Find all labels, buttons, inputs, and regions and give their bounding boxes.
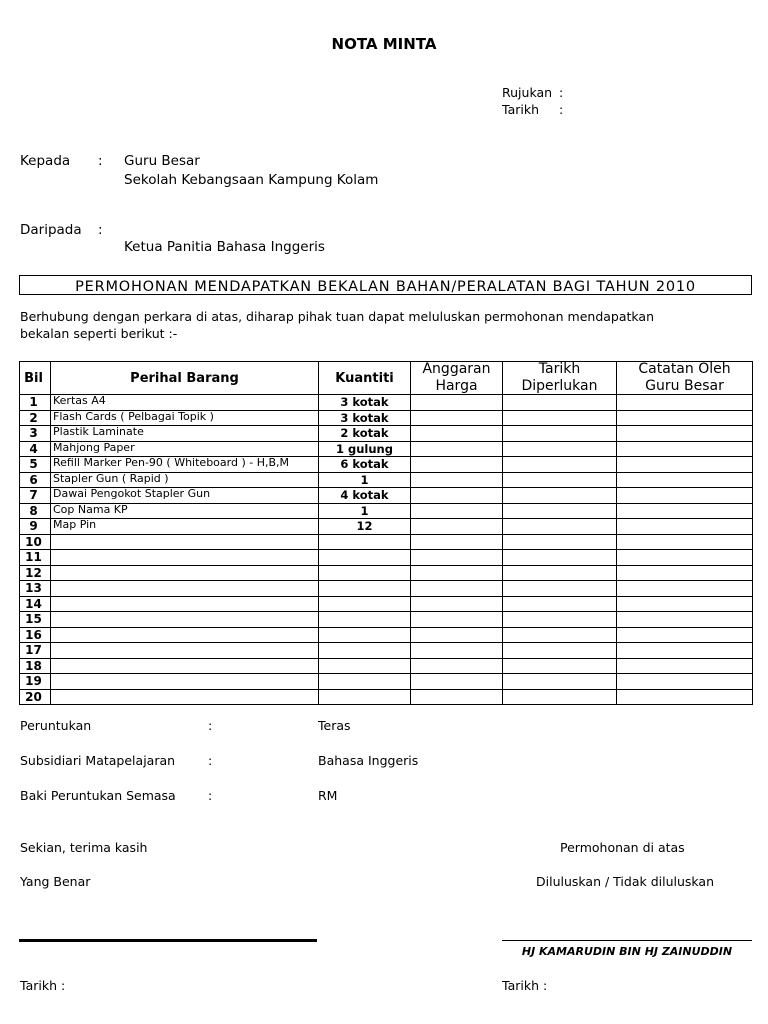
anggaran-cell	[411, 442, 503, 458]
sender-line-1: Ketua Panitia Bahasa Inggeris	[124, 239, 325, 255]
kuantiti-cell: 2 kotak	[319, 426, 411, 442]
tarikh-cell	[503, 504, 617, 520]
header-tarikh	[503, 362, 617, 395]
perihal-cell	[51, 535, 319, 551]
catatan-cell	[617, 519, 753, 535]
bil-cell: 1	[20, 395, 51, 411]
header-anggaran	[411, 362, 503, 395]
allocation-separator-1: :	[208, 718, 213, 733]
anggaran-cell	[411, 628, 503, 644]
bil-cell: 15	[20, 612, 51, 628]
tarikh-cell	[503, 535, 617, 551]
perihal-cell	[51, 550, 319, 566]
catatan-cell	[617, 566, 753, 582]
catatan-cell	[617, 442, 753, 458]
kepada-separator: :	[98, 153, 103, 169]
anggaran-cell	[411, 612, 503, 628]
anggaran-cell	[411, 550, 503, 566]
header-anggaran-line-2: Harga	[435, 378, 478, 394]
anggaran-cell	[411, 395, 503, 411]
perihal-cell	[51, 597, 319, 613]
tarikh-cell	[503, 643, 617, 659]
perihal-cell	[51, 628, 319, 644]
perihal-cell: Refill Marker Pen-90 ( Whiteboard ) - H,B,M	[51, 457, 319, 473]
applicant-date-label: Tarikh :	[20, 978, 66, 993]
kuantiti-cell	[319, 550, 411, 566]
header-perihal	[51, 362, 319, 395]
allocation-separator-2: :	[208, 753, 213, 768]
approver-signature-line	[502, 940, 752, 941]
header-tarikh-line-1: Tarikh	[538, 361, 581, 377]
header-kuantiti-label: Kuantiti	[335, 370, 394, 386]
perihal-cell: Dawai Pengokot Stapler Gun	[51, 488, 319, 504]
bil-cell: 7	[20, 488, 51, 504]
daripada-separator: :	[98, 222, 103, 238]
tarikh-cell	[503, 690, 617, 706]
kuantiti-cell	[319, 566, 411, 582]
tarikh-cell	[503, 628, 617, 644]
perihal-cell	[51, 659, 319, 675]
perihal-cell	[51, 581, 319, 597]
perihal-cell	[51, 566, 319, 582]
kuantiti-cell	[319, 581, 411, 597]
header-bil-label: Bil	[24, 370, 43, 386]
anggaran-cell	[411, 411, 503, 427]
perihal-cell: Map Pin	[51, 519, 319, 535]
bil-cell: 6	[20, 473, 51, 489]
bil-cell: 14	[20, 597, 51, 613]
anggaran-cell	[411, 535, 503, 551]
header-anggaran-line-1: Anggaran	[422, 361, 491, 377]
subject-heading: PERMOHONAN MENDAPATKAN BEKALAN BAHAN/PERALATAN BAGI TAHUN 2010	[75, 279, 696, 295]
bil-cell: 20	[20, 690, 51, 706]
tarikh-cell	[503, 442, 617, 458]
allocation-value-2: Bahasa Inggeris	[318, 753, 419, 768]
rujukan-label: Rujukan	[502, 85, 553, 100]
perihal-cell: Plastik Laminate	[51, 426, 319, 442]
approver-name: HJ KAMARUDIN BIN HJ ZAINUDDIN	[521, 945, 733, 958]
header-bil	[20, 362, 51, 395]
subject-box	[19, 275, 752, 295]
kuantiti-cell	[319, 674, 411, 690]
bil-cell: 13	[20, 581, 51, 597]
tarikh-cell	[503, 426, 617, 442]
kuantiti-cell: 1	[319, 504, 411, 520]
catatan-cell	[617, 457, 753, 473]
anggaran-cell	[411, 581, 503, 597]
anggaran-cell	[411, 597, 503, 613]
closing-sign-off: Yang Benar	[20, 874, 91, 889]
bil-cell: 17	[20, 643, 51, 659]
kuantiti-cell: 6 kotak	[319, 457, 411, 473]
tarikh-cell	[503, 411, 617, 427]
kuantiti-cell	[319, 643, 411, 659]
anggaran-cell	[411, 426, 503, 442]
anggaran-cell	[411, 473, 503, 489]
tarikh-cell	[503, 550, 617, 566]
tarikh-cell	[503, 519, 617, 535]
tarikh-cell	[503, 488, 617, 504]
header-catatan	[617, 362, 753, 395]
bil-cell: 11	[20, 550, 51, 566]
perihal-cell: Mahjong Paper	[51, 442, 319, 458]
tarikh-cell	[503, 395, 617, 411]
bil-cell: 12	[20, 566, 51, 582]
approval-options: Diluluskan / Tidak diluluskan	[536, 874, 715, 889]
header-kuantiti	[319, 362, 411, 395]
kuantiti-cell	[319, 628, 411, 644]
approval-note: Permohonan di atas	[560, 840, 685, 855]
requisition-table	[19, 361, 753, 705]
kuantiti-cell: 1	[319, 473, 411, 489]
kuantiti-cell	[319, 612, 411, 628]
tarikh-cell	[503, 473, 617, 489]
catatan-cell	[617, 504, 753, 520]
tarikh-cell	[503, 659, 617, 675]
bil-cell: 5	[20, 457, 51, 473]
bil-cell: 9	[20, 519, 51, 535]
perihal-cell	[51, 643, 319, 659]
catatan-cell	[617, 395, 753, 411]
bil-cell: 3	[20, 426, 51, 442]
catatan-cell	[617, 488, 753, 504]
catatan-cell	[617, 426, 753, 442]
intro-line-2: bekalan seperti berikut :-	[20, 326, 178, 341]
bil-cell: 16	[20, 628, 51, 644]
anggaran-cell	[411, 457, 503, 473]
bil-cell: 19	[20, 674, 51, 690]
kuantiti-cell	[319, 659, 411, 675]
perihal-cell: Kertas A4	[51, 395, 319, 411]
header-perihal-label: Perihal Barang	[130, 370, 239, 386]
catatan-cell	[617, 550, 753, 566]
kuantiti-cell	[319, 597, 411, 613]
header-tarikh-line-2: Diperlukan	[521, 378, 598, 394]
catatan-cell	[617, 612, 753, 628]
catatan-cell	[617, 473, 753, 489]
catatan-cell	[617, 628, 753, 644]
anggaran-cell	[411, 690, 503, 706]
kuantiti-cell: 3 kotak	[319, 395, 411, 411]
bil-cell: 4	[20, 442, 51, 458]
allocation-label-2: Subsidiari Matapelajaran	[20, 753, 176, 768]
bil-cell: 10	[20, 535, 51, 551]
catatan-cell	[617, 674, 753, 690]
perihal-cell: Stapler Gun ( Rapid )	[51, 473, 319, 489]
kuantiti-cell: 4 kotak	[319, 488, 411, 504]
tarikh-cell	[503, 581, 617, 597]
tarikh-label: Tarikh	[502, 102, 539, 117]
kuantiti-cell	[319, 690, 411, 706]
bil-cell: 18	[20, 659, 51, 675]
rujukan-separator: :	[559, 85, 564, 100]
perihal-cell: Cop Nama KP	[51, 504, 319, 520]
anggaran-cell	[411, 519, 503, 535]
bil-cell: 2	[20, 411, 51, 427]
anggaran-cell	[411, 488, 503, 504]
tarikh-cell	[503, 674, 617, 690]
tarikh-cell	[503, 597, 617, 613]
anggaran-cell	[411, 659, 503, 675]
kuantiti-cell	[319, 535, 411, 551]
allocation-label-1: Peruntukan	[20, 718, 92, 733]
applicant-signature-line	[19, 939, 317, 942]
catatan-cell	[617, 535, 753, 551]
intro-line-1: Berhubung dengan perkara di atas, diharap pihak tuan dapat meluluskan permohonan mendapatkan	[20, 309, 655, 324]
daripada-label: Daripada	[20, 222, 82, 238]
tarikh-cell	[503, 566, 617, 582]
recipient-line-2: Sekolah Kebangsaan Kampung Kolam	[124, 172, 379, 188]
catatan-cell	[617, 597, 753, 613]
allocation-separator-3: :	[208, 788, 213, 803]
perihal-cell: Flash Cards ( Pelbagai Topik )	[51, 411, 319, 427]
tarikh-separator: :	[559, 102, 564, 117]
kuantiti-cell: 1 gulung	[319, 442, 411, 458]
perihal-cell	[51, 612, 319, 628]
recipient-line-1: Guru Besar	[124, 153, 200, 169]
anggaran-cell	[411, 566, 503, 582]
allocation-label-3: Baki Peruntukan Semasa	[20, 788, 176, 803]
catatan-cell	[617, 659, 753, 675]
allocation-value-1: Teras	[318, 718, 351, 733]
perihal-cell	[51, 690, 319, 706]
catatan-cell	[617, 411, 753, 427]
tarikh-cell	[503, 612, 617, 628]
catatan-cell	[617, 690, 753, 706]
catatan-cell	[617, 581, 753, 597]
tarikh-cell	[503, 457, 617, 473]
kuantiti-cell: 3 kotak	[319, 411, 411, 427]
kuantiti-cell: 12	[319, 519, 411, 535]
allocation-value-3: RM	[318, 788, 338, 803]
document-title: NOTA MINTA	[331, 35, 437, 53]
kepada-label: Kepada	[20, 153, 71, 169]
anggaran-cell	[411, 504, 503, 520]
perihal-cell	[51, 674, 319, 690]
approver-date-label: Tarikh :	[502, 978, 548, 993]
header-catatan-line-1: Catatan Oleh	[638, 361, 731, 377]
anggaran-cell	[411, 643, 503, 659]
anggaran-cell	[411, 674, 503, 690]
bil-cell: 8	[20, 504, 51, 520]
header-catatan-line-2: Guru Besar	[645, 378, 724, 394]
closing-greeting: Sekian, terima kasih	[20, 840, 148, 855]
catatan-cell	[617, 643, 753, 659]
